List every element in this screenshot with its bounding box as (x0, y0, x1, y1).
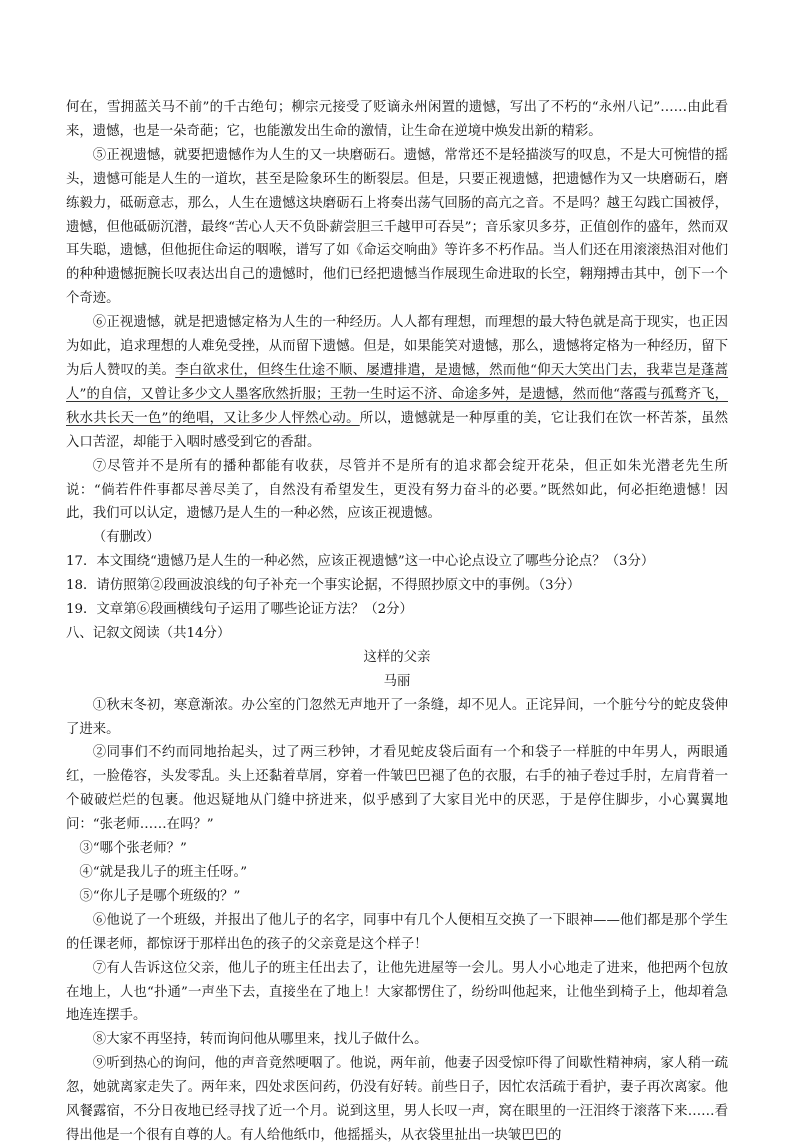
question-17: 17．本文围绕“遗憾乃是人生的一种必然，应该正视遗憾”这一中心论点设立了哪些分论点？（3分） (66, 554, 655, 570)
paragraph-6-conclusion: 所以，遗憾就是一种厚重的美，它让我们在饮一杯苦茶，虽然入口苦涩，却能于入咽时感受到它的香甜。 (66, 410, 728, 450)
paragraph-6-intro: ⑥正视遗憾，就是把遗憾定格为人生的一种经历。人人都有理想，而理想的最大特色就是高于现实，也正因为如此，追求理想的人难免受挫，从而留下遗憾。但是，如果能笑对遗憾，那么，遗憾将定格为一种经历，留下为后人赞叹的美。 (66, 315, 728, 378)
story-author: 马丽 (383, 673, 411, 689)
story-title: 这样的父亲 (363, 649, 431, 665)
paragraph-6 (66, 311, 728, 454)
section-heading: 八、记叙文阅读（共14分） (66, 625, 231, 641)
paragraph-7: ⑦尽管并不是所有的播种都能有收获，尽管并不是所有的追求都会绽开花朵，但正如朱光潜老先生所说：“倘若件件事都尽善尽美了，自然没有希望发生，更没有努力奋斗的必要。”既然如此，何必拒绝遗憾！因此，我们可以认定，遗憾乃是人生的一种必然，应该正视遗憾。 (66, 458, 728, 522)
story-paragraph-3: ③“哪个张老师？” (79, 841, 187, 857)
source-note: （有删改） (92, 530, 160, 546)
document-page (66, 96, 728, 1148)
paragraph-5: ⑤正视遗憾，就要把遗憾作为人生的又一块磨砺石。遗憾，常常还不是轻描淡写的叹息，不是大可惋惜的摇头，遗憾可能是人生的一道坎，甚至是险象环生的断裂层。但是，只要正视遗憾，把遗憾作为又一块磨砺石，磨练毅力，砥砺意志，那么，人生在遗憾这块磨砺石上将奏出荡气回肠的高亢之音。不是吗？越王勾践亡国被俘，遗憾，但他砥砺沉潜，最终“苦心人天不负卧薪尝胆三千越甲可吞吴”；音乐家贝多芬，正值创作的盛年，然而双耳失聪，遗憾，但他扼住命运的咽喉，谱写了如《命运交响曲》等许多不朽作品。当人们还在用滚滚热泪对他们的种种遗憾扼腕长叹表达出自己的遗憾时，他们已经把遗憾当作展现生命进取的长空，翱翔搏击其中，创下一个个奇迹。 (66, 147, 728, 307)
story-paragraph-5: ⑤“你儿子是哪个班级的？” (79, 888, 241, 904)
question-18: 18．请仿照第②段画波浪线的句子补充一个事实论据，不得照抄原文中的事例。（3分） (66, 578, 581, 594)
paragraph-continued: 何在，雪拥蓝关马不前”的千古绝句；柳宗元接受了贬谪永州闲置的遗憾，写出了不朽的“永州八记”……由此看来，遗憾，也是一朵奇葩；它，也能激发出生命的激情，让生命在逆境中焕发出新的精彩。 (66, 100, 728, 139)
story-paragraph-8: ⑧大家不再坚持，转而询问他从哪里来，找儿子做什么。 (92, 1032, 428, 1048)
question-19: 19．文章第⑥段画横线句子运用了哪些论证方法？（2分） (66, 602, 413, 618)
story-paragraph-6: ⑥他说了一个班级，并报出了他儿子的名字，同事中有几个人便相互交换了一下眼神——他们都是那个学生的任课老师，都惊讶于那样出色的孩子的父亲竟是这个样子！ (66, 912, 728, 952)
story-paragraph-4: ④“就是我儿子的班主任呀。” (79, 865, 248, 880)
story-paragraph-2: ②同事们不约而同地抬起头，过了两三秒钟，才看见蛇皮袋后面有一个和袋子一样脏的中年男人，两眼通红，一脸倦容，头发零乱。头上还黏着草屑，穿着一件皱巴巴褪了色的衣服，右手的袖子卷过手肘，左肩背着一个破破烂烂的包裹。他迟疑地从门缝中挤进来，似乎感到了大家目光中的厌恶，于是停住脚步，小心翼翼地问：“张老师……在吗？” (66, 745, 728, 833)
story-paragraph-7: ⑦有人告诉这位父亲，他儿子的班主任出去了，让他先进屋等一会儿。男人小心地走了进来，他把两个包放在地上，人也“扑通”一声坐下去，直接坐在了地上！大家都愣住了，纷纷叫他起来，让他坐到椅子上，他却着急地连连摆手。 (66, 960, 728, 1024)
story-paragraph-9: ⑨听到热心的询问，他的声音竟然哽咽了。他说，两年前，他妻子因受惊吓得了间歇性精神病，家人稍一疏忽，她就离家走失了。两年来，四处求医问药，仍没有好转。前些日子，因忙农活疏于看护，妻子再次离家。他风餐露宿，不分日夜地已经寻找了近一个月。说到这里，男人长叹一声，窝在眼里的一汪泪终于滚落下来……看得出他是一个很有自尊的人。有人给他纸巾，他摇摇头，从衣袋里扯出一块皱巴巴的 (66, 1056, 728, 1143)
story-paragraph-1: ①秋末冬初，寒意渐浓。办公室的门忽然无声地开了一条缝，却不见人。正诧异间，一个脏兮兮的蛇皮袋伸了进来。 (66, 697, 728, 737)
underlined-sentence: 李白欲求仕，但终生仕途不顺、屡遭排遣，是遗憾，然而他“仰天大笑出门去，我辈岂是蓬蒿人”的自信，又曾让多少文人墨客欣然折服；王勃一生时运不济、命途多舛，是遗憾，然而他“落霞与孤鹜齐飞，秋水共长天一色”的绝唱，又让多少人怦然心动。 (66, 362, 729, 426)
